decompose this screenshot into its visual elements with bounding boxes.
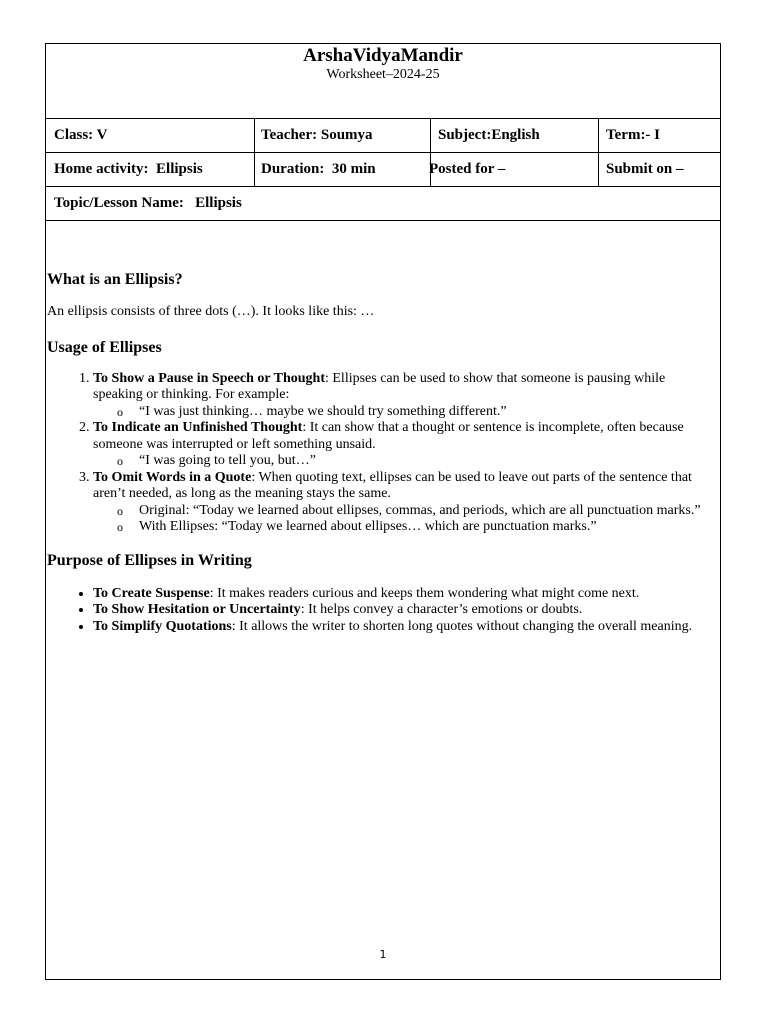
topic-cell: Topic/Lesson Name: Ellipsis bbox=[54, 195, 242, 211]
table-divider bbox=[598, 118, 599, 186]
purpose-item bbox=[93, 619, 715, 636]
usage-example: o “I was going to tell you, but…” bbox=[139, 453, 715, 470]
usage-item bbox=[93, 470, 715, 536]
usage-item bbox=[93, 420, 715, 470]
term-cell: Term:- I bbox=[606, 127, 661, 143]
purpose-item-title: To Simplify Quotations bbox=[93, 618, 232, 634]
usage-item-title: To Omit Words in a Quote bbox=[93, 469, 252, 485]
purpose-item bbox=[93, 602, 715, 619]
purpose-item-text: : It makes readers curious and keeps them wondering what might come next. bbox=[209, 585, 640, 601]
usage-item bbox=[93, 371, 715, 421]
usage-sub-list bbox=[93, 453, 715, 470]
usage-example: o With Ellipses: “Today we learned about ellipses… which are punctuation marks.” bbox=[139, 519, 715, 536]
table-rule bbox=[45, 118, 721, 119]
purpose-item-title: To Show Hesitation or Uncertainty bbox=[93, 602, 301, 617]
worksheet-year: Worksheet–2024-25 bbox=[326, 67, 440, 82]
table-divider bbox=[254, 118, 255, 186]
table-rule bbox=[45, 220, 721, 221]
usage-list bbox=[47, 371, 715, 536]
usage-example: o “I was just thinking… maybe we should try something different.” bbox=[139, 404, 715, 421]
info-table bbox=[45, 118, 721, 221]
usage-item-text: : When quoting text, ellipses can be used to leave out parts of the sentence that aren’t needed, as long as the meaning stays the same. bbox=[93, 469, 692, 501]
teacher-cell: Teacher: Soumya bbox=[261, 127, 373, 143]
usage-heading: Usage of Ellipses bbox=[47, 338, 162, 356]
usage-item-title: To Show a Pause in Speech or Thought bbox=[93, 370, 325, 386]
purpose-item-text: : It allows the writer to shorten long quotes without changing the overall meaning. bbox=[231, 618, 693, 634]
purpose-list bbox=[47, 586, 715, 636]
page-number: 1 bbox=[379, 948, 387, 961]
usage-item-title: To Indicate an Unfinished Thought bbox=[93, 420, 303, 435]
intro-text: An ellipsis consists of three dots (…). It looks like this: … bbox=[47, 304, 375, 319]
usage-sub-list bbox=[93, 503, 715, 536]
school-name: ArshaVidyaMandir bbox=[303, 45, 463, 66]
purpose-item bbox=[93, 586, 715, 603]
subject-cell: Subject:English bbox=[438, 127, 540, 143]
class-cell: Class: V bbox=[54, 127, 108, 143]
table-rule bbox=[45, 186, 721, 187]
usage-sub-list bbox=[93, 404, 715, 421]
table-rule bbox=[45, 152, 721, 153]
posted-for-cell: Posted for – bbox=[429, 161, 506, 177]
purpose-item-text: : It helps convey a character’s emotions or doubts. bbox=[300, 602, 583, 617]
usage-item-text: : It can show that a thought or sentence is incomplete, often because someone was interrupted or left something unsaid. bbox=[93, 420, 684, 452]
purpose-heading: Purpose of Ellipses in Writing bbox=[47, 551, 252, 569]
duration-cell: Duration: 30 min bbox=[261, 161, 376, 177]
submit-on-cell: Submit on – bbox=[606, 161, 684, 177]
what-heading: What is an Ellipsis? bbox=[47, 271, 183, 288]
usage-item-text: : Ellipses can be used to show that someone is pausing while speaking or thinking. For example: bbox=[93, 370, 666, 402]
purpose-item-title: To Create Suspense bbox=[93, 585, 210, 601]
home-activity-cell: Home activity: Ellipsis bbox=[54, 161, 203, 177]
usage-example: o Original: “Today we learned about ellipses, commas, and periods, which are all punctuation marks.” bbox=[139, 503, 715, 520]
worksheet-content bbox=[47, 270, 715, 635]
